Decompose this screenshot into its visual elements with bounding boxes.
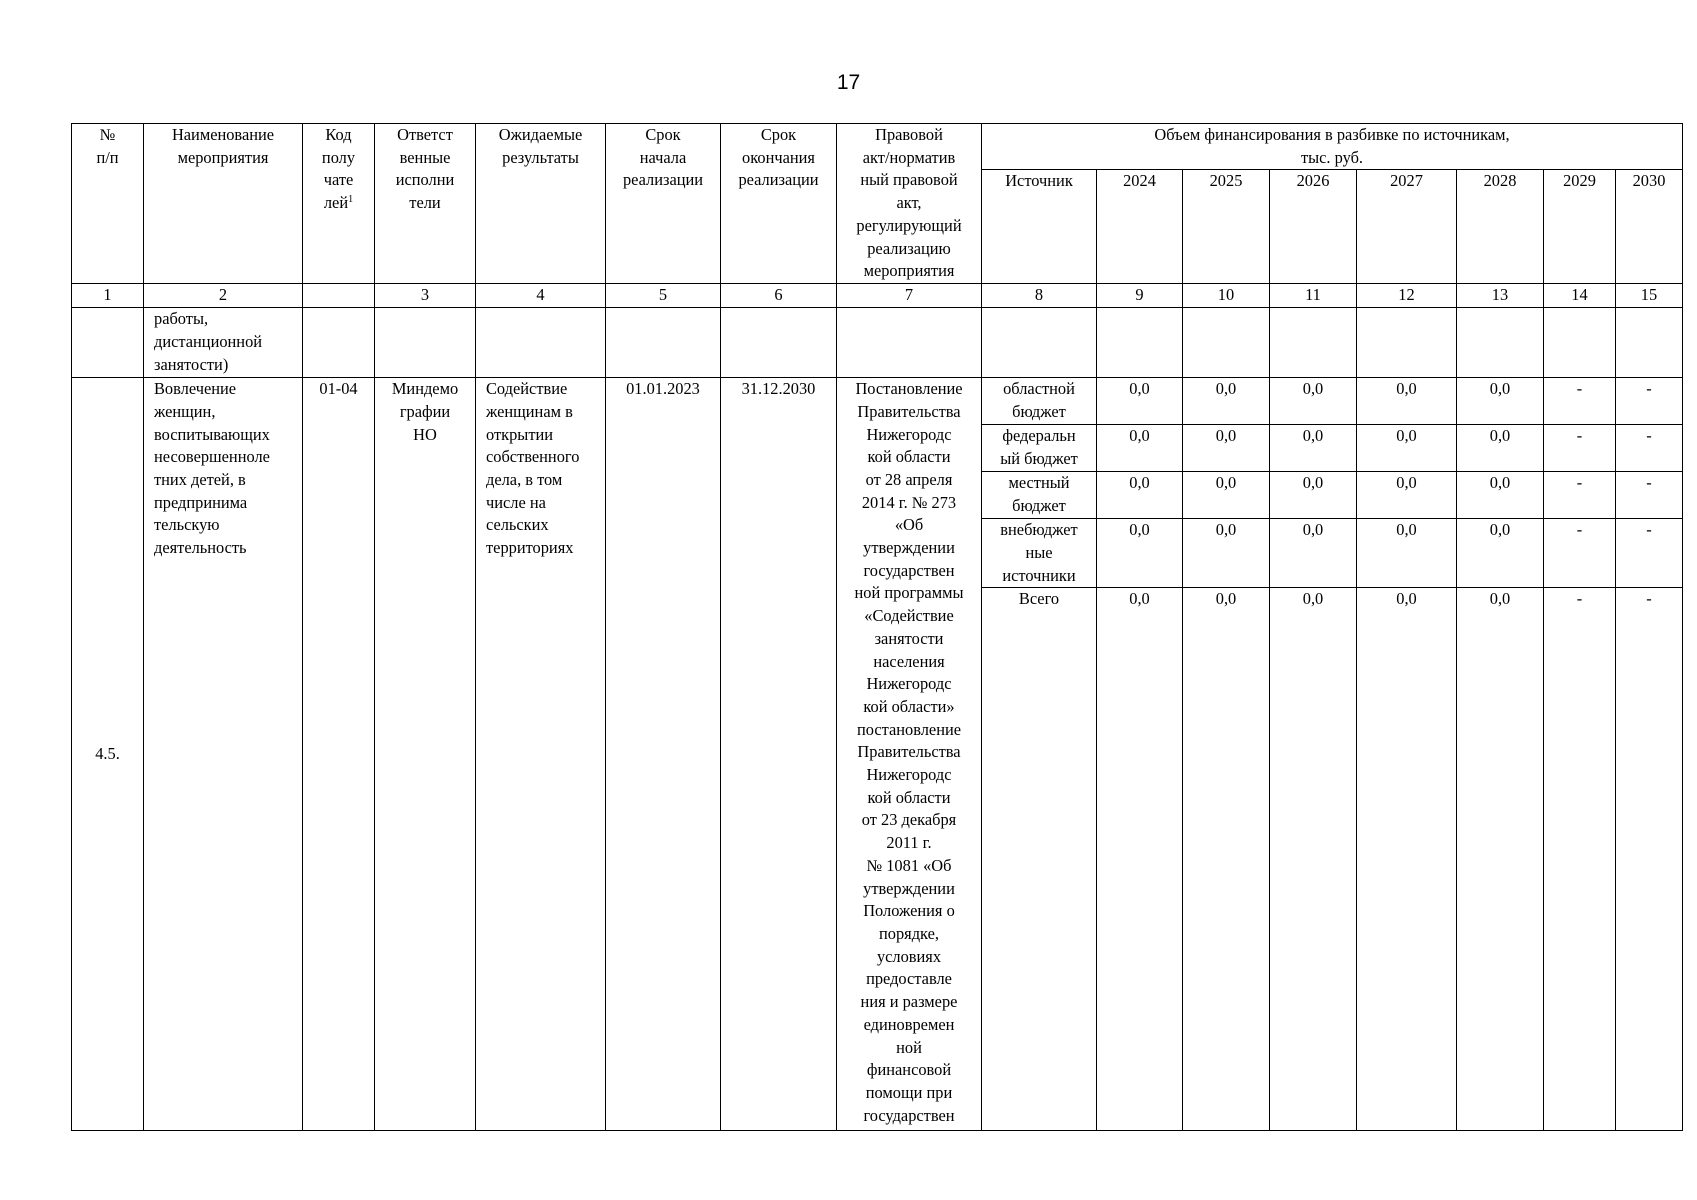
cell — [72, 308, 144, 378]
column-number: 10 — [1183, 284, 1270, 308]
column-number: 14 — [1544, 284, 1616, 308]
funding-value: - — [1544, 378, 1616, 425]
cell — [1544, 308, 1616, 378]
funding-value: 0,0 — [1357, 519, 1457, 588]
funding-source-total: Всего — [982, 588, 1097, 1131]
column-number: 2 — [144, 284, 303, 308]
cell — [982, 308, 1097, 378]
item-code: 01-04 — [303, 378, 375, 1131]
cell — [1357, 308, 1457, 378]
funding-value: 0,0 — [1097, 378, 1183, 425]
item-name: Вовлечение женщин, воспитывающих несовершенноле тних детей, в предпринима тельскую деятельность — [144, 378, 303, 1131]
header-end: Срок окончания реализации — [721, 124, 837, 284]
funding-value: 0,0 — [1097, 519, 1183, 588]
header-results: Ожидаемые результаты — [476, 124, 606, 284]
header-legal: Правовой акт/норматив ный правовой акт, регулирующий реализацию мероприятия — [837, 124, 982, 284]
column-number: 3 — [375, 284, 476, 308]
funding-value: 0,0 — [1457, 472, 1544, 519]
funding-value: - — [1616, 378, 1683, 425]
header-year-2024: 2024 — [1097, 170, 1183, 284]
column-number: 7 — [837, 284, 982, 308]
header-year-2030: 2030 — [1616, 170, 1683, 284]
column-number: 9 — [1097, 284, 1183, 308]
funding-value: 0,0 — [1183, 588, 1270, 1131]
cell — [1097, 308, 1183, 378]
funding-value: 0,0 — [1270, 472, 1357, 519]
funding-value: 0,0 — [1357, 425, 1457, 472]
cell — [303, 308, 375, 378]
funding-value: 0,0 — [1097, 472, 1183, 519]
funding-value: 0,0 — [1357, 472, 1457, 519]
cell — [1270, 308, 1357, 378]
funding-value: 0,0 — [1357, 588, 1457, 1131]
item-start-date: 01.01.2023 — [606, 378, 721, 1131]
funding-value: 0,0 — [1183, 378, 1270, 425]
column-number — [303, 284, 375, 308]
funding-value: 0,0 — [1270, 378, 1357, 425]
funding-value: 0,0 — [1457, 425, 1544, 472]
column-number: 13 — [1457, 284, 1544, 308]
item-row-oblast — [72, 378, 1683, 425]
funding-source: внебюджет ные источники — [982, 519, 1097, 588]
funding-value: 0,0 — [1357, 378, 1457, 425]
column-number: 4 — [476, 284, 606, 308]
funding-value: - — [1616, 588, 1683, 1131]
column-number: 8 — [982, 284, 1097, 308]
item-number: 4.5. — [72, 378, 144, 1131]
item-end-date: 31.12.2030 — [721, 378, 837, 1131]
column-number-row — [72, 284, 1683, 308]
header-year-2026: 2026 — [1270, 170, 1357, 284]
funding-value: 0,0 — [1183, 425, 1270, 472]
funding-value: 0,0 — [1097, 588, 1183, 1131]
funding-value: - — [1616, 425, 1683, 472]
funding-value: 0,0 — [1270, 425, 1357, 472]
funding-value: 0,0 — [1457, 378, 1544, 425]
header-name: Наименование мероприятия — [144, 124, 303, 284]
funding-source: областной бюджет — [982, 378, 1097, 425]
funding-source: федеральн ый бюджет — [982, 425, 1097, 472]
column-number: 1 — [72, 284, 144, 308]
item-results: Содействие женщинам в открытии собственного дела, в том числе на сельских территориях — [476, 378, 606, 1131]
funding-value: 0,0 — [1270, 588, 1357, 1131]
funding-value: - — [1616, 472, 1683, 519]
funding-value: - — [1544, 588, 1616, 1131]
header-code — [303, 124, 375, 284]
cell — [375, 308, 476, 378]
funding-value: - — [1616, 519, 1683, 588]
cell — [1616, 308, 1683, 378]
funding-source: местный бюджет — [982, 472, 1097, 519]
header-funding-title: Объем финансирования в разбивке по источникам, тыс. руб. — [982, 124, 1683, 170]
funding-value: - — [1544, 519, 1616, 588]
header-year-2027: 2027 — [1357, 170, 1457, 284]
cell — [476, 308, 606, 378]
program-table — [71, 123, 1683, 1131]
header-start: Срок начала реализации — [606, 124, 721, 284]
header-code-footnote: 1 — [348, 194, 354, 206]
cell — [837, 308, 982, 378]
header-year-2025: 2025 — [1183, 170, 1270, 284]
funding-value: 0,0 — [1270, 519, 1357, 588]
item-responsible: Миндемо графии НО — [375, 378, 476, 1131]
cell — [606, 308, 721, 378]
page-number: 17 — [836, 71, 861, 94]
column-number: 15 — [1616, 284, 1683, 308]
funding-value: 0,0 — [1097, 425, 1183, 472]
funding-value: 0,0 — [1457, 588, 1544, 1131]
funding-value: 0,0 — [1183, 472, 1270, 519]
cell — [721, 308, 837, 378]
funding-value: 0,0 — [1183, 519, 1270, 588]
funding-value: 0,0 — [1457, 519, 1544, 588]
column-number: 12 — [1357, 284, 1457, 308]
header-source: Источник — [982, 170, 1097, 284]
column-number: 5 — [606, 284, 721, 308]
funding-value: - — [1544, 425, 1616, 472]
funding-value: - — [1544, 472, 1616, 519]
header-responsible: Ответст венные исполни тели — [375, 124, 476, 284]
item-legal-act: Постановление Правительства Нижегородс кой области от 28 апреля 2014 г. № 273 «Об утверждении государствен ной программы «Содействие занятости населения Нижегородс кой области» постановление Правительства Нижегородс кой области от 23 декабря 2011 г. № 1081 «Об утверждении Положения о порядке, условиях предоставле ния и размере единовремен ной финансовой помощи при государствен — [837, 378, 982, 1131]
column-number: 6 — [721, 284, 837, 308]
continuation-row — [72, 308, 1683, 378]
column-number: 11 — [1270, 284, 1357, 308]
header-row-1 — [72, 124, 1683, 170]
header-num: № п/п — [72, 124, 144, 284]
header-year-2029: 2029 — [1544, 170, 1616, 284]
cell — [1457, 308, 1544, 378]
header-code-text: Код полу чате лей — [321, 125, 356, 213]
cell — [1183, 308, 1270, 378]
header-year-2028: 2028 — [1457, 170, 1544, 284]
continuation-name: работы, дистанционной занятости) — [144, 308, 303, 378]
